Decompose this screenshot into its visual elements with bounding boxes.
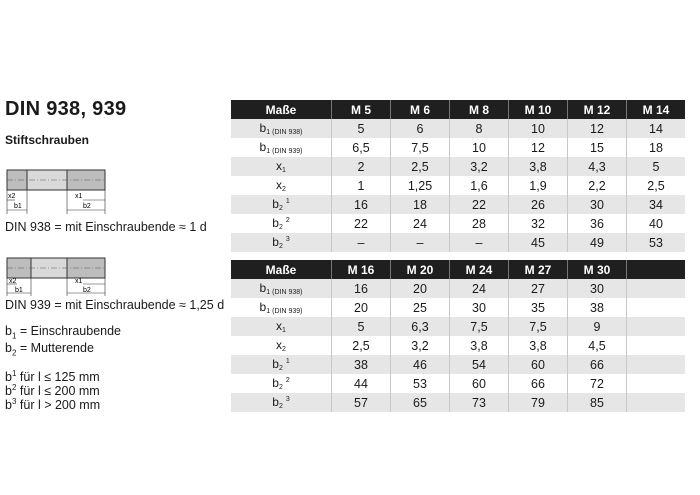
table-row — [231, 279, 685, 298]
row-symbol-index: 2 — [282, 346, 286, 353]
table-cell: 27 — [509, 279, 568, 298]
table-cell: 38 — [568, 298, 627, 317]
din939-note: DIN 939 = mit Einschraubende ≈ 1,25 d — [5, 298, 225, 312]
table-cell: 16 — [332, 279, 391, 298]
row-label — [231, 298, 332, 317]
table-cell: 3,8 — [509, 157, 568, 176]
row-symbol-index: 1 — [266, 148, 271, 155]
table-cell: 7,5 — [391, 138, 450, 157]
table-cell: 5 — [627, 157, 686, 176]
page-subtitle: Stiftschrauben — [5, 133, 90, 147]
stud-bolt-diagram-din938 — [3, 164, 113, 216]
table-header-row — [231, 260, 685, 279]
table-cell: 57 — [332, 393, 391, 412]
table-cell: – — [391, 233, 450, 252]
table-cell: – — [450, 233, 509, 252]
row-symbol-index: 2 — [278, 384, 283, 391]
row-symbol-index: 2 — [278, 224, 283, 231]
header-size: M 12 — [568, 100, 627, 119]
row-label — [231, 176, 332, 195]
table-cell: 38 — [332, 355, 391, 374]
table-cell: 60 — [450, 374, 509, 393]
table-row — [231, 374, 685, 393]
b2-label: b2 — [83, 203, 91, 210]
row-symbol: b — [272, 395, 279, 409]
footnote-3-text: für l > 200 mm — [19, 398, 101, 413]
row-symbol: b — [259, 281, 267, 295]
table-cell: 8 — [450, 119, 509, 138]
footnote-1: $b^1$ für l ≤ 125 mm — [5, 369, 100, 385]
row-symbol-index: 2 — [278, 243, 283, 250]
header-label: Maße — [231, 260, 332, 279]
table-cell: 15 — [568, 138, 627, 157]
header-size: M 24 — [450, 260, 509, 279]
table-cell: 46 — [391, 355, 450, 374]
header-size: M 14 — [627, 100, 686, 119]
table-cell — [627, 336, 686, 355]
row-label — [231, 393, 332, 412]
header-size — [627, 260, 686, 279]
table-cell: 5 — [332, 119, 391, 138]
b1-label: b1 — [15, 287, 23, 294]
table-cell: – — [332, 233, 391, 252]
table-cell: 65 — [391, 393, 450, 412]
row-note: 1 — [285, 358, 290, 365]
table-cell: 24 — [450, 279, 509, 298]
row-note: 2 — [285, 217, 290, 224]
row-label — [231, 157, 332, 176]
row-label — [231, 138, 332, 157]
row-label — [231, 336, 332, 355]
table-cell: 7,5 — [450, 317, 509, 336]
row-symbol-index: 2 — [278, 365, 283, 372]
row-label — [231, 279, 332, 298]
table-cell: 18 — [391, 195, 450, 214]
row-symbol: b — [272, 357, 279, 371]
table-cell: 36 — [568, 214, 627, 233]
row-label — [231, 214, 332, 233]
table-cell: 1,9 — [509, 176, 568, 195]
table-cell: 2,2 — [568, 176, 627, 195]
table-cell: 2,5 — [332, 336, 391, 355]
row-note: 2 — [285, 377, 290, 384]
table-cell: 6 — [391, 119, 450, 138]
dimensions-table-m16-m30 — [231, 260, 685, 412]
header-size: M 8 — [450, 100, 509, 119]
row-label — [231, 119, 332, 138]
table-cell: 54 — [450, 355, 509, 374]
table-cell: 18 — [627, 138, 686, 157]
row-symbol: b — [272, 376, 279, 390]
b1-label: b1 — [14, 203, 22, 210]
table-cell: 16 — [332, 195, 391, 214]
row-label — [231, 374, 332, 393]
table-cell: 60 — [509, 355, 568, 374]
x2-label: x2 — [8, 193, 16, 200]
table-cell — [627, 317, 686, 336]
table-header-row — [231, 100, 685, 119]
table-row — [231, 233, 685, 252]
table-row — [231, 138, 685, 157]
table-cell: 72 — [568, 374, 627, 393]
header-label: Maße — [231, 100, 332, 119]
header-size: M 10 — [509, 100, 568, 119]
table-cell: 73 — [450, 393, 509, 412]
table-cell: 53 — [391, 374, 450, 393]
table-cell — [627, 355, 686, 374]
row-symbol-index: 2 — [282, 186, 286, 193]
table-cell: 4,5 — [568, 336, 627, 355]
b1-legend-text: = Einschraubende — [19, 324, 122, 338]
table-cell: 1 — [332, 176, 391, 195]
table-cell: 9 — [568, 317, 627, 336]
table-cell: 30 — [568, 195, 627, 214]
table-cell: 85 — [568, 393, 627, 412]
table-cell: 10 — [450, 138, 509, 157]
table-cell: 49 — [568, 233, 627, 252]
header-size: M 16 — [332, 260, 391, 279]
row-label — [231, 233, 332, 252]
table-cell: 5 — [332, 317, 391, 336]
row-symbol: x — [276, 159, 283, 173]
row-symbol: b — [259, 140, 267, 154]
footnote-2-text: für l ≤ 200 mm — [19, 384, 100, 399]
x2-label: x2 — [9, 278, 17, 285]
row-note: (DIN 938) — [272, 129, 303, 136]
table-cell: 22 — [450, 195, 509, 214]
header-size: M 5 — [332, 100, 391, 119]
row-symbol: x — [276, 178, 283, 192]
table-cell: 3,8 — [509, 336, 568, 355]
table-cell: 6,3 — [391, 317, 450, 336]
footnote-2: $b^2$ für l ≤ 200 mm — [5, 383, 100, 399]
b2-label: b2 — [83, 287, 91, 294]
table-cell: 28 — [450, 214, 509, 233]
table-row — [231, 119, 685, 138]
row-note: 1 — [285, 198, 290, 205]
b1-legend: $b_1$ = Einschraubende — [5, 324, 122, 341]
row-note: (DIN 939) — [272, 148, 303, 155]
table-row — [231, 157, 685, 176]
table-cell: 45 — [509, 233, 568, 252]
table-row — [231, 176, 685, 195]
x1-label: x1 — [75, 278, 83, 285]
table-cell: 3,2 — [391, 336, 450, 355]
row-symbol: b — [272, 197, 279, 211]
row-symbol: x — [276, 338, 283, 352]
table-cell — [627, 393, 686, 412]
table-cell: 14 — [627, 119, 686, 138]
x1-label: x1 — [75, 193, 83, 200]
row-symbol-index: 1 — [266, 308, 271, 315]
table-row — [231, 336, 685, 355]
dimensions-table-m5-m14 — [231, 100, 685, 252]
table-cell: 2,5 — [627, 176, 686, 195]
row-label — [231, 195, 332, 214]
row-symbol: b — [259, 300, 267, 314]
row-symbol-index: 2 — [278, 205, 283, 212]
table-cell: 30 — [568, 279, 627, 298]
table-row — [231, 393, 685, 412]
table-cell: 10 — [509, 119, 568, 138]
row-note: 3 — [285, 236, 290, 243]
table-row — [231, 214, 685, 233]
row-symbol: x — [276, 319, 283, 333]
b2-legend: $b_2$ = Mutterende — [5, 341, 94, 358]
row-symbol: b — [272, 235, 279, 249]
table-cell — [627, 279, 686, 298]
table-cell: 4,3 — [568, 157, 627, 176]
table-row — [231, 195, 685, 214]
table-cell: 53 — [627, 233, 686, 252]
table-cell: 12 — [568, 119, 627, 138]
table-cell: 12 — [509, 138, 568, 157]
row-note: 3 — [285, 396, 290, 403]
table-cell: 32 — [509, 214, 568, 233]
table-cell: 3,2 — [450, 157, 509, 176]
b2-legend-text: = Mutterende — [19, 341, 94, 355]
page-title: DIN 938, 939 — [5, 98, 127, 120]
table-cell: 20 — [391, 279, 450, 298]
table-row — [231, 317, 685, 336]
table-cell: 7,5 — [509, 317, 568, 336]
table-cell: 2 — [332, 157, 391, 176]
table-cell: 2,5 — [391, 157, 450, 176]
table-cell: 35 — [509, 298, 568, 317]
footnote-1-text: für l ≤ 125 mm — [19, 370, 100, 385]
table-cell: 44 — [332, 374, 391, 393]
table-cell: 25 — [391, 298, 450, 317]
row-note: (DIN 938) — [272, 289, 303, 296]
table-cell: 79 — [509, 393, 568, 412]
table-cell: 22 — [332, 214, 391, 233]
row-symbol-index: 1 — [282, 167, 286, 174]
table-cell — [627, 374, 686, 393]
table-cell: 34 — [627, 195, 686, 214]
table-cell: 26 — [509, 195, 568, 214]
table-cell: 6,5 — [332, 138, 391, 157]
footnote-3: $b^3$ für l > 200 mm — [5, 397, 101, 413]
row-symbol-index: 1 — [266, 129, 271, 136]
row-symbol-index: 1 — [266, 289, 271, 296]
table-cell: 66 — [509, 374, 568, 393]
stud-bolt-diagram-din939 — [3, 254, 113, 298]
table-row — [231, 355, 685, 374]
table-cell: 1,6 — [450, 176, 509, 195]
row-note: (DIN 939) — [272, 308, 303, 315]
header-size: M 30 — [568, 260, 627, 279]
row-label — [231, 355, 332, 374]
row-symbol-index: 1 — [282, 327, 286, 334]
table-cell — [627, 298, 686, 317]
table-cell: 40 — [627, 214, 686, 233]
table-cell: 3,8 — [450, 336, 509, 355]
header-size: M 27 — [509, 260, 568, 279]
header-size: M 6 — [391, 100, 450, 119]
table-cell: 24 — [391, 214, 450, 233]
row-label — [231, 317, 332, 336]
table-cell: 20 — [332, 298, 391, 317]
header-size: M 20 — [391, 260, 450, 279]
table-cell: 30 — [450, 298, 509, 317]
table-cell: 1,25 — [391, 176, 450, 195]
din938-note: DIN 938 = mit Einschraubende ≈ 1 d — [5, 220, 207, 234]
table-row — [231, 298, 685, 317]
table-cell: 66 — [568, 355, 627, 374]
row-symbol-index: 2 — [278, 403, 283, 410]
row-symbol: b — [272, 216, 279, 230]
row-symbol: b — [259, 121, 267, 135]
